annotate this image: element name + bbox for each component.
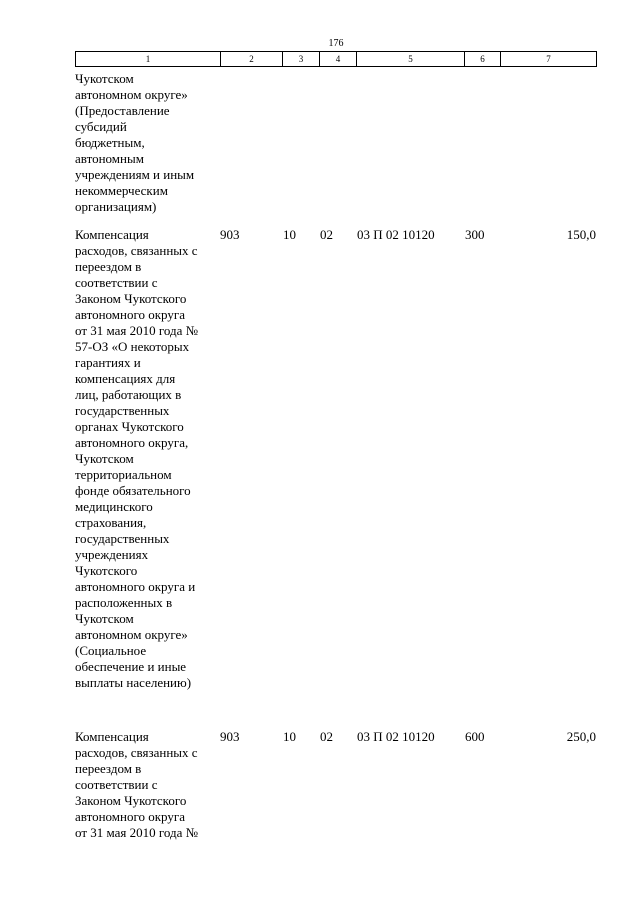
amount-value: 250,0 (566, 729, 596, 744)
row-description: Компенсация расходов, связанных с переездом в соответствии с Законом Чукотского автономного округа от 31 мая 2010 года № 57-ОЗ «О некоторых гарантиях и компенсациях для лиц, работающих в государственных органах Чукотского автономного округа, Чукотском территориальном фонде обязательного медицинского страхования, государственных учреждениях Чукотского автономного округа и расположенных в Чукотском автономном округе» (Социальное обеспечение и иные выплаты населению) (75, 227, 199, 690)
expense-type-code: 300 (465, 227, 485, 242)
expense-type-code: 600 (465, 729, 485, 744)
header-row (76, 52, 597, 67)
header-col-6: 6 (465, 52, 501, 67)
section-code: 10 (283, 729, 296, 744)
subsection-code: 02 (320, 227, 333, 242)
row-description: Компенсация расходов, связанных с переездом в соответствии с Законом Чукотского автономного округа от 31 мая 2010 года № (75, 729, 199, 840)
header-col-1: 1 (76, 52, 221, 67)
header-col-5: 5 (357, 52, 465, 67)
ministry-code: 903 (220, 729, 240, 744)
amount-value: 150,0 (566, 227, 596, 242)
header-col-3: 3 (283, 52, 320, 67)
page-number: 176 (328, 38, 344, 49)
header-col-2: 2 (221, 52, 283, 67)
ministry-code: 903 (220, 227, 240, 242)
row-description: Чукотском автономном округе» (Предоставление субсидий бюджетным, автономным учреждениям и иным некоммерческим организациям) (75, 71, 195, 214)
column-number-header (75, 51, 597, 67)
header-col-7: 7 (501, 52, 597, 67)
target-article-code: 03 П 02 10120 (357, 227, 435, 242)
section-code: 10 (283, 227, 296, 242)
header-col-4: 4 (320, 52, 357, 67)
target-article-code: 03 П 02 10120 (357, 729, 435, 744)
subsection-code: 02 (320, 729, 333, 744)
